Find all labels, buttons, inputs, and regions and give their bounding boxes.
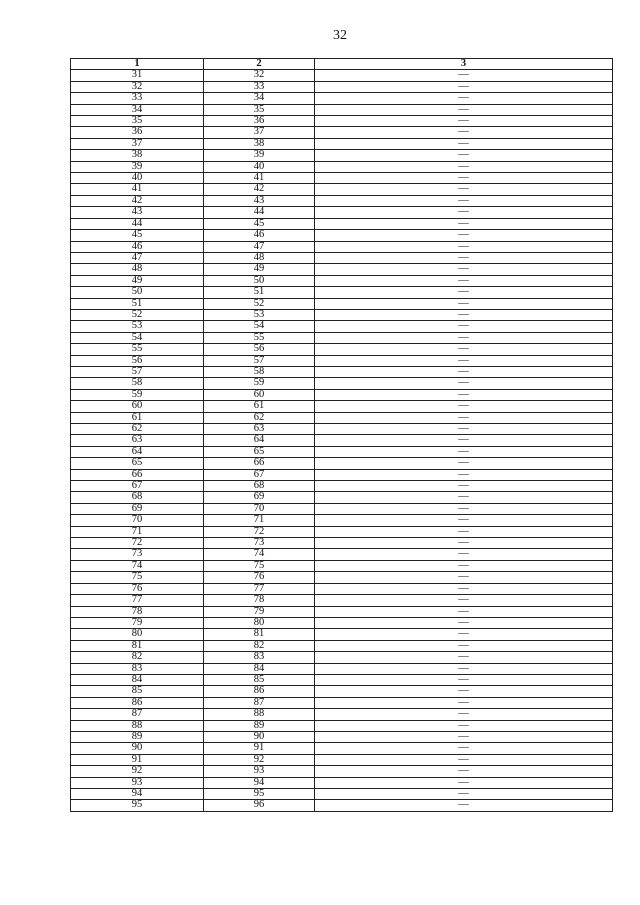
table-cell-col-1: 51	[71, 298, 204, 309]
table-row	[71, 218, 613, 229]
table-row	[71, 789, 613, 800]
table-row	[71, 709, 613, 720]
table-row	[71, 481, 613, 492]
table-cell-col-3: —	[315, 298, 613, 309]
table-cell-col-3: —	[315, 321, 613, 332]
table-row	[71, 195, 613, 206]
table-row	[71, 321, 613, 332]
table-row	[71, 298, 613, 309]
table-cell-col-3: —	[315, 697, 613, 708]
table-cell-col-3: —	[315, 241, 613, 252]
table-cell-col-2: 50	[204, 275, 315, 286]
table-row	[71, 766, 613, 777]
table-cell-col-2: 52	[204, 298, 315, 309]
table-cell-col-1: 60	[71, 401, 204, 412]
table-cell-col-1: 59	[71, 389, 204, 400]
table-cell-col-2: 36	[204, 116, 315, 127]
table-cell-col-1: 54	[71, 332, 204, 343]
table-header-row	[71, 59, 613, 70]
table-row	[71, 93, 613, 104]
table-cell-col-1: 87	[71, 709, 204, 720]
table-cell-col-3: —	[315, 549, 613, 560]
table-cell-col-3: —	[315, 538, 613, 549]
table-header	[71, 59, 613, 70]
table-cell-col-1: 68	[71, 492, 204, 503]
table-cell-col-2: 58	[204, 366, 315, 377]
table-row	[71, 104, 613, 115]
table-cell-col-3: —	[315, 435, 613, 446]
table-cell-col-1: 81	[71, 640, 204, 651]
table-cell-col-3: —	[315, 264, 613, 275]
data-table	[70, 58, 613, 812]
table-cell-col-2: 72	[204, 526, 315, 537]
table-cell-col-1: 42	[71, 195, 204, 206]
table-row	[71, 355, 613, 366]
table-cell-col-2: 35	[204, 104, 315, 115]
table-cell-col-3: —	[315, 515, 613, 526]
table-cell-col-1: 85	[71, 686, 204, 697]
table-cell-col-1: 94	[71, 789, 204, 800]
table-row	[71, 116, 613, 127]
table-cell-col-1: 38	[71, 150, 204, 161]
table-cell-col-1: 40	[71, 173, 204, 184]
table-cell-col-1: 53	[71, 321, 204, 332]
table-row	[71, 389, 613, 400]
table-cell-col-3: —	[315, 458, 613, 469]
table-row	[71, 127, 613, 138]
table-cell-col-2: 40	[204, 161, 315, 172]
table-cell-col-3: —	[315, 401, 613, 412]
table-cell-col-2: 77	[204, 583, 315, 594]
column-header-2: 2	[204, 59, 315, 70]
table-cell-col-1: 75	[71, 572, 204, 583]
table-cell-col-3: —	[315, 469, 613, 480]
table-cell-col-3: —	[315, 731, 613, 742]
table-cell-col-1: 35	[71, 116, 204, 127]
table-cell-col-2: 68	[204, 481, 315, 492]
table-cell-col-1: 72	[71, 538, 204, 549]
table-row	[71, 572, 613, 583]
table-row	[71, 150, 613, 161]
table-cell-col-1: 45	[71, 230, 204, 241]
table-cell-col-3: —	[315, 195, 613, 206]
table-cell-col-1: 37	[71, 138, 204, 149]
table-row	[71, 366, 613, 377]
table-cell-col-1: 71	[71, 526, 204, 537]
table-cell-col-1: 66	[71, 469, 204, 480]
table-cell-col-3: —	[315, 366, 613, 377]
table-cell-col-1: 50	[71, 287, 204, 298]
table-cell-col-3: —	[315, 412, 613, 423]
table-cell-col-1: 34	[71, 104, 204, 115]
table-cell-col-3: —	[315, 629, 613, 640]
table-row	[71, 458, 613, 469]
table-cell-col-2: 91	[204, 743, 315, 754]
table-cell-col-2: 59	[204, 378, 315, 389]
table-row	[71, 70, 613, 81]
table-row	[71, 549, 613, 560]
table-cell-col-2: 82	[204, 640, 315, 651]
table-cell-col-3: —	[315, 754, 613, 765]
table-cell-col-3: —	[315, 207, 613, 218]
table-cell-col-1: 88	[71, 720, 204, 731]
table-row	[71, 515, 613, 526]
table-cell-col-2: 86	[204, 686, 315, 697]
table-cell-col-1: 78	[71, 606, 204, 617]
table-cell-col-2: 64	[204, 435, 315, 446]
table-cell-col-1: 93	[71, 777, 204, 788]
table-cell-col-2: 33	[204, 81, 315, 92]
table-row	[71, 492, 613, 503]
table-cell-col-1: 74	[71, 560, 204, 571]
table-cell-col-2: 56	[204, 344, 315, 355]
table-cell-col-3: —	[315, 481, 613, 492]
table-row	[71, 526, 613, 537]
table-cell-col-1: 91	[71, 754, 204, 765]
table-row	[71, 538, 613, 549]
table-cell-col-2: 60	[204, 389, 315, 400]
table-cell-col-2: 54	[204, 321, 315, 332]
table-row	[71, 469, 613, 480]
table-cell-col-3: —	[315, 674, 613, 685]
table-cell-col-2: 34	[204, 93, 315, 104]
table-row	[71, 754, 613, 765]
table-cell-col-1: 52	[71, 309, 204, 320]
table-cell-col-2: 62	[204, 412, 315, 423]
table-cell-col-1: 92	[71, 766, 204, 777]
table-cell-col-2: 65	[204, 446, 315, 457]
table-row	[71, 424, 613, 435]
table-cell-col-1: 36	[71, 127, 204, 138]
table-cell-col-1: 49	[71, 275, 204, 286]
table-row	[71, 412, 613, 423]
table-cell-col-3: —	[315, 275, 613, 286]
table-cell-col-2: 75	[204, 560, 315, 571]
table-cell-col-2: 71	[204, 515, 315, 526]
table-cell-col-3: —	[315, 800, 613, 811]
table-cell-col-1: 44	[71, 218, 204, 229]
table-row	[71, 435, 613, 446]
table-row	[71, 207, 613, 218]
table-cell-col-3: —	[315, 686, 613, 697]
table-cell-col-1: 84	[71, 674, 204, 685]
table-cell-col-3: —	[315, 583, 613, 594]
table-cell-col-3: —	[315, 640, 613, 651]
table-cell-col-3: —	[315, 218, 613, 229]
table-row	[71, 230, 613, 241]
table-row	[71, 241, 613, 252]
table-cell-col-1: 73	[71, 549, 204, 560]
table-cell-col-2: 78	[204, 595, 315, 606]
table-row	[71, 81, 613, 92]
table-cell-col-3: —	[315, 526, 613, 537]
table-row	[71, 446, 613, 457]
table-row	[71, 378, 613, 389]
table-cell-col-2: 95	[204, 789, 315, 800]
table-cell-col-2: 61	[204, 401, 315, 412]
table-cell-col-1: 58	[71, 378, 204, 389]
column-header-1: 1	[71, 59, 204, 70]
table-row	[71, 138, 613, 149]
table-row	[71, 777, 613, 788]
table-cell-col-3: —	[315, 173, 613, 184]
table-cell-col-1: 83	[71, 663, 204, 674]
table-row	[71, 503, 613, 514]
table-cell-col-1: 86	[71, 697, 204, 708]
table-cell-col-2: 92	[204, 754, 315, 765]
table-row	[71, 663, 613, 674]
table-cell-col-3: —	[315, 81, 613, 92]
table-cell-col-3: —	[315, 93, 613, 104]
table-cell-col-2: 49	[204, 264, 315, 275]
table-row	[71, 252, 613, 263]
table-cell-col-1: 80	[71, 629, 204, 640]
table-cell-col-3: —	[315, 446, 613, 457]
table-cell-col-3: —	[315, 104, 613, 115]
table-cell-col-2: 55	[204, 332, 315, 343]
table-cell-col-2: 32	[204, 70, 315, 81]
table-cell-col-1: 63	[71, 435, 204, 446]
table-row	[71, 800, 613, 811]
table-row	[71, 720, 613, 731]
table-cell-col-3: —	[315, 116, 613, 127]
table-cell-col-3: —	[315, 378, 613, 389]
table-row	[71, 287, 613, 298]
table-row	[71, 401, 613, 412]
table-row	[71, 640, 613, 651]
table-cell-col-2: 96	[204, 800, 315, 811]
table-cell-col-3: —	[315, 230, 613, 241]
table-row	[71, 697, 613, 708]
table-cell-col-2: 46	[204, 230, 315, 241]
table-cell-col-3: —	[315, 789, 613, 800]
table-cell-col-2: 76	[204, 572, 315, 583]
table-cell-col-1: 39	[71, 161, 204, 172]
table-cell-col-3: —	[315, 766, 613, 777]
table-cell-col-2: 57	[204, 355, 315, 366]
table-cell-col-2: 89	[204, 720, 315, 731]
table-cell-col-3: —	[315, 617, 613, 628]
table-cell-col-1: 64	[71, 446, 204, 457]
table-cell-col-1: 46	[71, 241, 204, 252]
table-cell-col-2: 45	[204, 218, 315, 229]
table-row	[71, 344, 613, 355]
table-cell-col-2: 44	[204, 207, 315, 218]
table-cell-col-2: 87	[204, 697, 315, 708]
table-cell-col-2: 42	[204, 184, 315, 195]
table-cell-col-3: —	[315, 720, 613, 731]
table-row	[71, 309, 613, 320]
table-cell-col-2: 39	[204, 150, 315, 161]
table-cell-col-3: —	[315, 287, 613, 298]
table-cell-col-3: —	[315, 424, 613, 435]
table-cell-col-2: 38	[204, 138, 315, 149]
table-cell-col-1: 31	[71, 70, 204, 81]
table-cell-col-3: —	[315, 184, 613, 195]
table-cell-col-3: —	[315, 652, 613, 663]
table-cell-col-3: —	[315, 70, 613, 81]
table-cell-col-2: 93	[204, 766, 315, 777]
table-row	[71, 184, 613, 195]
table-cell-col-1: 77	[71, 595, 204, 606]
table-cell-col-2: 51	[204, 287, 315, 298]
table-cell-col-3: —	[315, 503, 613, 514]
table-cell-col-1: 89	[71, 731, 204, 742]
table-row	[71, 161, 613, 172]
table-row	[71, 652, 613, 663]
table-cell-col-1: 47	[71, 252, 204, 263]
table-cell-col-2: 90	[204, 731, 315, 742]
table-row	[71, 674, 613, 685]
table-cell-col-1: 33	[71, 93, 204, 104]
table-cell-col-2: 48	[204, 252, 315, 263]
table-cell-col-3: —	[315, 777, 613, 788]
table-cell-col-2: 66	[204, 458, 315, 469]
table-cell-col-2: 63	[204, 424, 315, 435]
table-cell-col-3: —	[315, 560, 613, 571]
table-cell-col-1: 95	[71, 800, 204, 811]
table-row	[71, 606, 613, 617]
table-cell-col-1: 79	[71, 617, 204, 628]
table-cell-col-1: 57	[71, 366, 204, 377]
table-cell-col-3: —	[315, 595, 613, 606]
table-cell-col-3: —	[315, 606, 613, 617]
table-cell-col-2: 80	[204, 617, 315, 628]
table-cell-col-2: 85	[204, 674, 315, 685]
table-cell-col-2: 94	[204, 777, 315, 788]
table-cell-col-1: 41	[71, 184, 204, 195]
table-cell-col-3: —	[315, 332, 613, 343]
table-cell-col-3: —	[315, 138, 613, 149]
table-cell-col-1: 70	[71, 515, 204, 526]
table-cell-col-3: —	[315, 389, 613, 400]
table-row	[71, 583, 613, 594]
table-cell-col-3: —	[315, 161, 613, 172]
table-row	[71, 595, 613, 606]
table-cell-col-3: —	[315, 252, 613, 263]
table-cell-col-1: 76	[71, 583, 204, 594]
table-cell-col-2: 37	[204, 127, 315, 138]
table-cell-col-1: 61	[71, 412, 204, 423]
table-cell-col-2: 67	[204, 469, 315, 480]
table-cell-col-2: 73	[204, 538, 315, 549]
table-row	[71, 629, 613, 640]
table-row	[71, 332, 613, 343]
table-cell-col-2: 81	[204, 629, 315, 640]
table-cell-col-1: 90	[71, 743, 204, 754]
table-cell-col-2: 88	[204, 709, 315, 720]
table-cell-col-2: 69	[204, 492, 315, 503]
table-row	[71, 275, 613, 286]
table-cell-col-3: —	[315, 572, 613, 583]
page-number: 32	[333, 28, 347, 43]
table-cell-col-1: 43	[71, 207, 204, 218]
table-cell-col-3: —	[315, 344, 613, 355]
table-cell-col-2: 84	[204, 663, 315, 674]
table-cell-col-3: —	[315, 127, 613, 138]
table-row	[71, 617, 613, 628]
table-cell-col-2: 41	[204, 173, 315, 184]
table-cell-col-3: —	[315, 309, 613, 320]
table-cell-col-2: 53	[204, 309, 315, 320]
table-cell-col-1: 82	[71, 652, 204, 663]
table-cell-col-1: 62	[71, 424, 204, 435]
table-cell-col-2: 74	[204, 549, 315, 560]
table-row	[71, 686, 613, 697]
table-cell-col-1: 67	[71, 481, 204, 492]
table-cell-col-1: 65	[71, 458, 204, 469]
table-cell-col-3: —	[315, 709, 613, 720]
table-cell-col-2: 83	[204, 652, 315, 663]
table-cell-col-3: —	[315, 743, 613, 754]
table-cell-col-2: 47	[204, 241, 315, 252]
table-cell-col-3: —	[315, 150, 613, 161]
table-cell-col-2: 79	[204, 606, 315, 617]
table-cell-col-2: 43	[204, 195, 315, 206]
table-cell-col-1: 32	[71, 81, 204, 92]
table-body	[71, 70, 613, 811]
table-row	[71, 743, 613, 754]
table-row	[71, 264, 613, 275]
table-cell-col-1: 56	[71, 355, 204, 366]
table-cell-col-1: 69	[71, 503, 204, 514]
table-cell-col-3: —	[315, 355, 613, 366]
table-cell-col-3: —	[315, 663, 613, 674]
table-cell-col-1: 48	[71, 264, 204, 275]
table-row	[71, 173, 613, 184]
table-cell-col-2: 70	[204, 503, 315, 514]
table-row	[71, 560, 613, 571]
table-cell-col-3: —	[315, 492, 613, 503]
column-header-3: 3	[315, 59, 613, 70]
table-cell-col-1: 55	[71, 344, 204, 355]
table-row	[71, 731, 613, 742]
